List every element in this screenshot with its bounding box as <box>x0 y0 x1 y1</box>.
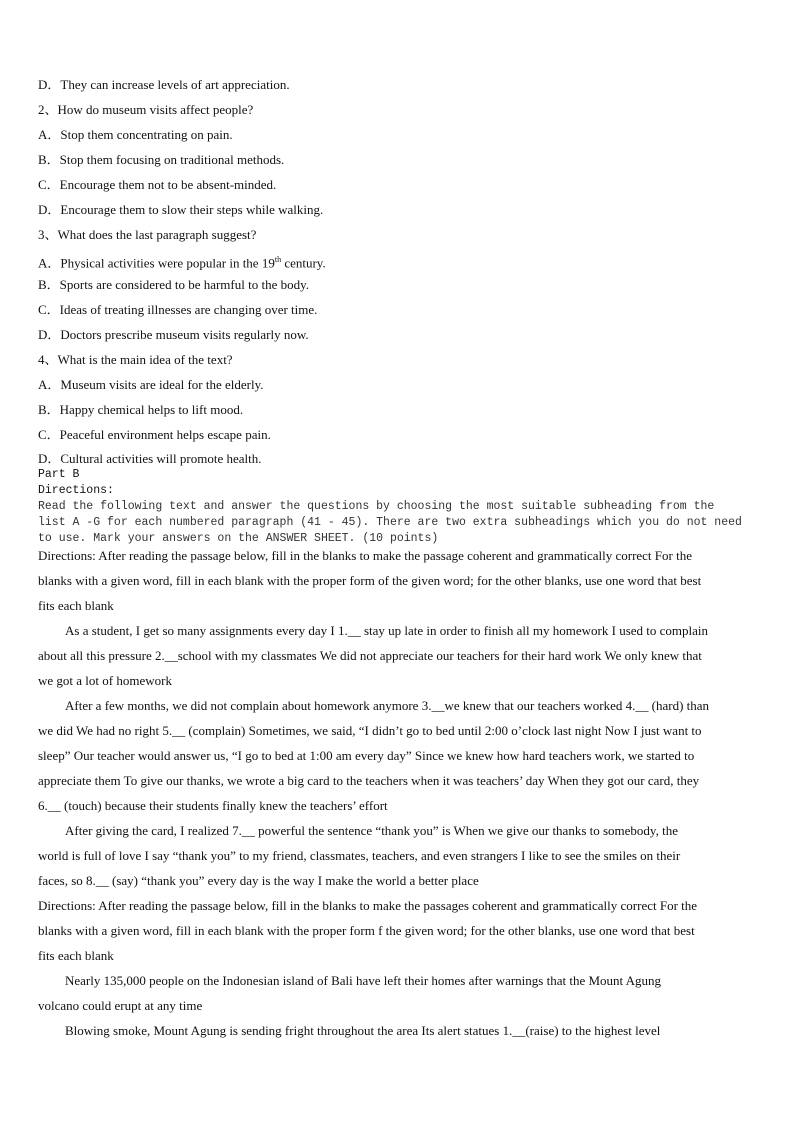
text-line <box>38 515 768 531</box>
line-text: list A -G for each numbered paragraph (41 - 45). There are two extra subheadings which you do not need <box>38 516 742 529</box>
text-line <box>38 483 768 499</box>
line-text: about all this pressure 2.__school with my classmates We did not appreciate our teachers for their hard work We only knew that <box>38 648 702 663</box>
line-text: 3、What does the last paragraph suggest? <box>38 227 257 242</box>
text-line <box>38 722 768 747</box>
line-text: fits each blank <box>38 948 114 963</box>
text-line <box>38 697 768 722</box>
text-line <box>38 351 768 376</box>
line-text: sleep” Our teacher would answer us, “I go to bed at 1:00 am every day” Since we knew how hard teachers work, we started to <box>38 748 695 763</box>
text-line <box>38 76 768 101</box>
line-text: C．Peaceful environment helps escape pain. <box>38 427 271 442</box>
line-text: B．Happy chemical helps to lift mood. <box>38 402 244 417</box>
line-text: Part B <box>38 468 80 481</box>
line-text: world is full of love I say “thank you” to my friend, classmates, teachers, and even strangers I like to see the smiles on their <box>38 848 681 863</box>
line-text: B．Sports are considered to be harmful to the body. <box>38 277 310 292</box>
line-text: After giving the card, I realized 7.__ powerful the sentence “thank you” is When we give our thanks to somebody, the <box>65 823 678 838</box>
line-text: Read the following text and answer the questions by choosing the most suitable subheading from the <box>38 500 715 513</box>
text-line <box>38 499 768 515</box>
text-line <box>38 426 768 451</box>
line-text: to use. Mark your answers on the ANSWER SHEET. (10 points) <box>38 532 439 545</box>
line-text: 2、How do museum visits affect people? <box>38 102 254 117</box>
line-text: Directions: After reading the passage below, fill in the blanks to make the passage coherent and grammatically correct For the <box>38 548 692 563</box>
line-text: D．Encourage them to slow their steps while walking. <box>38 202 324 217</box>
text-line <box>38 126 768 151</box>
line-text: Blowing smoke, Mount Agung is sending fright throughout the area Its alert statues 1.__(raise) to the highest level <box>65 1023 661 1038</box>
line-text: B．Stop them focusing on traditional methods. <box>38 152 285 167</box>
document-page <box>38 76 768 1047</box>
text-line <box>38 897 768 922</box>
line-text: A．Stop them concentrating on pain. <box>38 127 233 142</box>
line-text: D．Cultural activities will promote health. <box>38 451 262 466</box>
line-text: we got a lot of homework <box>38 673 172 688</box>
line-text: volcano could erupt at any time <box>38 998 203 1013</box>
text-line <box>38 547 768 572</box>
text-line <box>38 401 768 426</box>
line-text-after: century. <box>281 255 326 271</box>
text-line <box>38 251 768 276</box>
line-text: blanks with a given word, fill in each blank with the proper form f the given word; for the other blanks, use one word that best <box>38 923 695 938</box>
text-line <box>38 772 768 797</box>
text-line <box>38 176 768 201</box>
line-text: D．They can increase levels of art appreciation. <box>38 77 290 92</box>
text-line <box>38 101 768 126</box>
line-text: appreciate them To give our thanks, we wrote a big card to the teachers when it was teachers’ day When they got our card, they <box>38 773 700 788</box>
text-line <box>38 301 768 326</box>
text-line <box>38 326 768 351</box>
text-line <box>38 1022 768 1047</box>
text-line <box>38 822 768 847</box>
line-text: As a student, I get so many assignments every day I 1.__ stay up late in order to finish all my homework I used to complain <box>65 623 709 638</box>
line-text: C．Ideas of treating illnesses are changing over time. <box>38 302 318 317</box>
line-text: Directions: After reading the passage below, fill in the blanks to make the passages coherent and grammatically correct For the <box>38 898 698 913</box>
text-line <box>38 997 768 1022</box>
text-line <box>38 201 768 226</box>
text-line <box>38 672 768 697</box>
line-text: Directions: <box>38 484 114 497</box>
line-text: blanks with a given word, fill in each blank with the proper form of the given word; for the other blanks, use one word that best <box>38 573 702 588</box>
line-text: 4、What is the main idea of the text? <box>38 352 233 367</box>
line-text: C．Encourage them not to be absent-minded. <box>38 177 277 192</box>
text-line <box>38 797 768 822</box>
line-text: 6.__ (touch) because their students finally knew the teachers’ effort <box>38 798 388 813</box>
line-text: we did We had no right 5.__ (complain) Sometimes, we said, “I didn’t go to bed until 2:00 o’clock last night Now I just want to <box>38 723 702 738</box>
text-line <box>38 467 768 483</box>
text-line <box>38 972 768 997</box>
text-line <box>38 151 768 176</box>
line-text: After a few months, we did not complain about homework anymore 3.__we knew that our teachers worked 4.__ (hard) than <box>65 698 710 713</box>
line-text: D．Doctors prescribe museum visits regularly now. <box>38 327 309 342</box>
text-line <box>38 647 768 672</box>
line-text: fits each blank <box>38 598 114 613</box>
line-text: faces, so 8.__ (say) “thank you” every day is the way I make the world a better place <box>38 873 479 888</box>
text-line <box>38 872 768 897</box>
text-line <box>38 847 768 872</box>
text-line <box>38 922 768 947</box>
text-line <box>38 226 768 251</box>
text-line <box>38 376 768 401</box>
line-text: Nearly 135,000 people on the Indonesian island of Bali have left their homes after warnings that the Mount Agung <box>65 973 662 988</box>
line-text: A．Museum visits are ideal for the elderly. <box>38 377 264 392</box>
text-line <box>38 947 768 972</box>
text-line <box>38 451 768 467</box>
text-line <box>38 531 768 547</box>
superscript: th <box>274 255 282 264</box>
line-text: A．Physical activities were popular in the 19 <box>38 255 275 271</box>
text-line <box>38 622 768 647</box>
text-line <box>38 747 768 772</box>
text-line <box>38 276 768 301</box>
text-line <box>38 597 768 622</box>
text-line <box>38 572 768 597</box>
